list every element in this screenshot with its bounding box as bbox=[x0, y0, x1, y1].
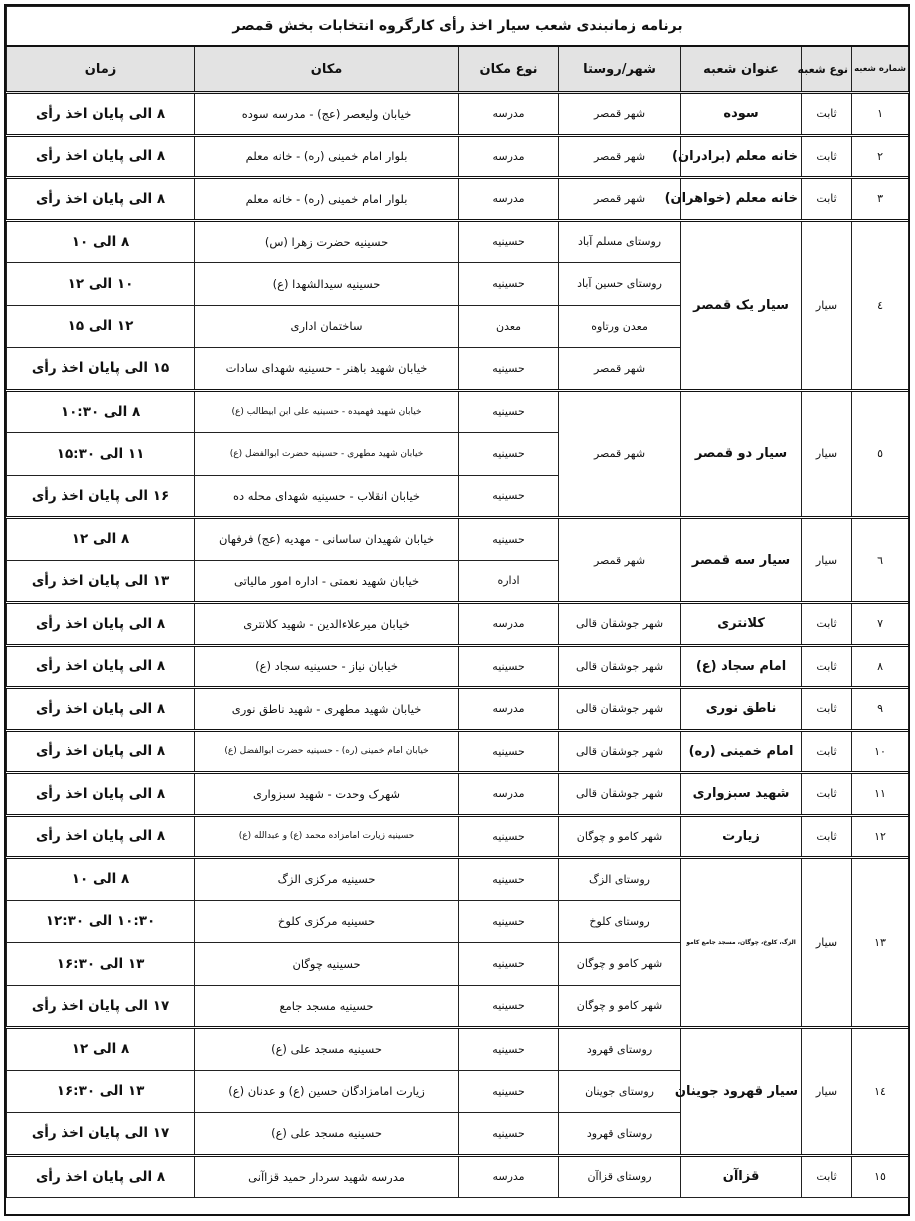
table-row bbox=[7, 220, 909, 263]
city-cell: شهر جوشقان قالی bbox=[559, 773, 681, 816]
time-cell: ۱۱ الی ۱۵:۳۰ bbox=[7, 433, 195, 476]
branch-name: خانه معلم (خواهران) bbox=[681, 178, 802, 221]
place-type-cell: حسینیه bbox=[459, 263, 559, 306]
place-type-cell: حسینیه bbox=[459, 220, 559, 263]
header-number: شماره شعبه bbox=[852, 46, 909, 93]
branch-type: ثابت bbox=[802, 773, 852, 816]
city-cell: شهر قمصر bbox=[559, 135, 681, 178]
place-cell: خیابان نیاز - حسینیه سجاد (ع) bbox=[195, 645, 459, 688]
city-cell: شهر جوشقان قالی bbox=[559, 688, 681, 731]
place-type-cell: حسینیه bbox=[459, 985, 559, 1028]
branch-name: امام سجاد (ع) bbox=[681, 645, 802, 688]
branch-type: ثابت bbox=[802, 1155, 852, 1198]
city-cell: شهر کامو و چوگان bbox=[559, 815, 681, 858]
branch-number: ۱۰ bbox=[852, 730, 909, 773]
branch-number: ۷ bbox=[852, 603, 909, 646]
branch-type: ثابت bbox=[802, 688, 852, 731]
place-type-cell: مدرسه bbox=[459, 135, 559, 178]
city-cell: روستای قزاآن bbox=[559, 1155, 681, 1198]
place-type-cell: حسینیه bbox=[459, 900, 559, 943]
branch-name: سیار سه قمصر bbox=[681, 518, 802, 603]
branch-name: زیارت bbox=[681, 815, 802, 858]
place-cell: حسینیه چوگان bbox=[195, 943, 459, 986]
city-cell: شهر کامو و چوگان bbox=[559, 985, 681, 1028]
table-row bbox=[7, 178, 909, 221]
time-cell: ۸ الی ۱۲ bbox=[7, 518, 195, 561]
place-type-cell: حسینیه bbox=[459, 433, 559, 476]
place-cell: ساختمان اداری bbox=[195, 305, 459, 348]
place-type-cell: مدرسه bbox=[459, 603, 559, 646]
time-cell: ۱۷ الی پایان اخذ رأی bbox=[7, 1113, 195, 1156]
place-cell: خیابان شهید نعمتی - اداره امور مالیاتی bbox=[195, 560, 459, 603]
place-type-cell: مدرسه bbox=[459, 773, 559, 816]
table-row bbox=[7, 688, 909, 731]
branch-type: سیار bbox=[802, 518, 852, 603]
place-type-cell: حسینیه bbox=[459, 645, 559, 688]
time-cell: ۸ الی پایان اخذ رأی bbox=[7, 645, 195, 688]
branch-number: ۱٤ bbox=[852, 1028, 909, 1156]
place-type-cell: مدرسه bbox=[459, 93, 559, 136]
branch-type: ثابت bbox=[802, 730, 852, 773]
branch-name: ناطق نوری bbox=[681, 688, 802, 731]
place-cell: بلوار امام خمینی (ره) - خانه معلم bbox=[195, 135, 459, 178]
place-cell: خیابان امام خمینی (ره) - حسینیه حضرت ابوالفضل (ع) bbox=[195, 730, 459, 773]
schedule-sheet bbox=[4, 4, 910, 1216]
branch-type: ثابت bbox=[802, 178, 852, 221]
place-type-cell: حسینیه bbox=[459, 1113, 559, 1156]
branch-number: ۱ bbox=[852, 93, 909, 136]
header-name: عنوان شعبه bbox=[681, 46, 802, 93]
time-cell: ۱۳ الی ۱۶:۳۰ bbox=[7, 943, 195, 986]
place-type-cell: مدرسه bbox=[459, 688, 559, 731]
time-cell: ۸ الی پایان اخذ رأی bbox=[7, 1155, 195, 1198]
place-type-cell: معدن bbox=[459, 305, 559, 348]
place-type-cell: حسینیه bbox=[459, 390, 559, 433]
header-time: زمان bbox=[7, 46, 195, 93]
time-cell: ۱۳ الی ۱۶:۳۰ bbox=[7, 1070, 195, 1113]
branch-number: ٦ bbox=[852, 518, 909, 603]
place-type-cell: حسینیه bbox=[459, 858, 559, 901]
city-cell: شهر جوشقان قالی bbox=[559, 730, 681, 773]
header-place: مکان bbox=[195, 46, 459, 93]
table-row bbox=[7, 390, 909, 433]
time-cell: ۱۵ الی پایان اخذ رأی bbox=[7, 348, 195, 391]
table-row bbox=[7, 773, 909, 816]
schedule-body bbox=[7, 93, 909, 1198]
branch-name: قزاآن bbox=[681, 1155, 802, 1198]
branch-number: ٤ bbox=[852, 220, 909, 390]
time-cell: ۱۰ الی ۱۲ bbox=[7, 263, 195, 306]
time-cell: ۱۰:۳۰ الی ۱۲:۳۰ bbox=[7, 900, 195, 943]
table-row bbox=[7, 135, 909, 178]
place-cell: حسینیه مسجد علی (ع) bbox=[195, 1113, 459, 1156]
city-cell: شهر قمصر bbox=[559, 518, 681, 603]
place-type-cell: حسینیه bbox=[459, 815, 559, 858]
branch-number: ۳ bbox=[852, 178, 909, 221]
table-row bbox=[7, 518, 909, 561]
city-cell: روستای قهرود bbox=[559, 1028, 681, 1071]
branch-number: ٥ bbox=[852, 390, 909, 518]
time-cell: ۸ الی پایان اخذ رأی bbox=[7, 688, 195, 731]
time-cell: ۸ الی پایان اخذ رأی bbox=[7, 773, 195, 816]
table-row bbox=[7, 603, 909, 646]
place-cell: حسینیه مسجد علی (ع) bbox=[195, 1028, 459, 1071]
time-cell: ۸ الی ۱۲ bbox=[7, 1028, 195, 1071]
table-row bbox=[7, 1028, 909, 1071]
table-row bbox=[7, 815, 909, 858]
place-type-cell: حسینیه bbox=[459, 1028, 559, 1071]
place-cell: خیابان شهید مطهری - حسینیه حضرت ابوالفضل (ع) bbox=[195, 433, 459, 476]
place-type-cell: حسینیه bbox=[459, 943, 559, 986]
schedule-table bbox=[6, 6, 909, 1198]
place-cell: زیارت امامزادگان حسین (ع) و عدنان (ع) bbox=[195, 1070, 459, 1113]
branch-type: سیار bbox=[802, 390, 852, 518]
header-city: شهر/روستا bbox=[559, 46, 681, 93]
table-row bbox=[7, 93, 909, 136]
time-cell: ۸ الی پایان اخذ رأی bbox=[7, 178, 195, 221]
place-cell: حسینیه سیدالشهدا (ع) bbox=[195, 263, 459, 306]
branch-type: ثابت bbox=[802, 603, 852, 646]
table-title: برنامه زمانبندی شعب سیار اخذ رأی کارگروه انتخابات بخش قمصر bbox=[7, 7, 909, 47]
time-cell: ۸ الی پایان اخذ رأی bbox=[7, 815, 195, 858]
city-cell: روستای مسلم آباد bbox=[559, 220, 681, 263]
branch-name: امام خمینی (ره) bbox=[681, 730, 802, 773]
city-cell: شهر قمصر bbox=[559, 390, 681, 518]
city-cell: شهر کامو و چوگان bbox=[559, 943, 681, 986]
branch-number: ۱۱ bbox=[852, 773, 909, 816]
branch-type: ثابت bbox=[802, 93, 852, 136]
time-cell: ۱۲ الی ۱۵ bbox=[7, 305, 195, 348]
time-cell: ۱۶ الی پایان اخذ رأی bbox=[7, 475, 195, 518]
time-cell: ۱۳ الی پایان اخذ رأی bbox=[7, 560, 195, 603]
city-cell: روستای جوینان bbox=[559, 1070, 681, 1113]
branch-number: ۸ bbox=[852, 645, 909, 688]
branch-number: ۱۲ bbox=[852, 815, 909, 858]
place-cell: خیابان شهید فهمیده - حسینیه علی ابن ابیطالب (ع) bbox=[195, 390, 459, 433]
place-cell: مدرسه شهید سردار حمید قزاآنی bbox=[195, 1155, 459, 1198]
city-cell: شهر جوشقان قالی bbox=[559, 603, 681, 646]
place-type-cell: مدرسه bbox=[459, 178, 559, 221]
city-cell: روستای کلوخ bbox=[559, 900, 681, 943]
branch-name: الزگ، کلوخ، چوگان، مسجد جامع کامو bbox=[681, 858, 802, 1028]
time-cell: ۸ الی ۱۰ bbox=[7, 858, 195, 901]
table-row bbox=[7, 645, 909, 688]
place-type-cell: حسینیه bbox=[459, 1070, 559, 1113]
place-cell: خیابان شهید مطهری - شهید ناطق نوری bbox=[195, 688, 459, 731]
branch-type: ثابت bbox=[802, 645, 852, 688]
table-row bbox=[7, 858, 909, 901]
branch-name: سیار دو قمصر bbox=[681, 390, 802, 518]
time-cell: ۸ الی پایان اخذ رأی bbox=[7, 730, 195, 773]
branch-type: ثابت bbox=[802, 135, 852, 178]
city-cell: روستای حسین آباد bbox=[559, 263, 681, 306]
branch-name: خانه معلم (برادران) bbox=[681, 135, 802, 178]
branch-type: ثابت bbox=[802, 815, 852, 858]
city-cell: شهر قمصر bbox=[559, 178, 681, 221]
time-cell: ۸ الی پایان اخذ رأی bbox=[7, 93, 195, 136]
city-cell: شهر قمصر bbox=[559, 93, 681, 136]
place-cell: حسینیه حضرت زهرا (س) bbox=[195, 220, 459, 263]
city-cell: شهر جوشقان قالی bbox=[559, 645, 681, 688]
header-type: نوع شعبه bbox=[802, 46, 852, 93]
branch-type: سیار bbox=[802, 220, 852, 390]
branch-number: ۹ bbox=[852, 688, 909, 731]
time-cell: ۸ الی ۱۰ bbox=[7, 220, 195, 263]
place-type-cell: حسینیه bbox=[459, 518, 559, 561]
branch-name: سیار یک قمصر bbox=[681, 220, 802, 390]
place-cell: خیابان میرعلاءالدین - شهید کلانتری bbox=[195, 603, 459, 646]
place-type-cell: اداره bbox=[459, 560, 559, 603]
city-cell: معدن ورتاوه bbox=[559, 305, 681, 348]
time-cell: ۸ الی پایان اخذ رأی bbox=[7, 135, 195, 178]
place-type-cell: حسینیه bbox=[459, 730, 559, 773]
place-cell: خیابان شهیدان ساسانی - مهدیه (عج) فرفهان bbox=[195, 518, 459, 561]
branch-name: شهید سبزواری bbox=[681, 773, 802, 816]
table-row bbox=[7, 730, 909, 773]
place-cell: حسینیه مرکزی کلوخ bbox=[195, 900, 459, 943]
place-cell: خیابان شهید باهنر - حسینیه شهدای سادات bbox=[195, 348, 459, 391]
place-cell: حسینیه مسجد جامع bbox=[195, 985, 459, 1028]
place-cell: شهرک وحدت - شهید سبزواری bbox=[195, 773, 459, 816]
time-cell: ۸ الی ۱۰:۳۰ bbox=[7, 390, 195, 433]
place-cell: بلوار امام خمینی (ره) - خانه معلم bbox=[195, 178, 459, 221]
header-place-type: نوع مکان bbox=[459, 46, 559, 93]
table-row bbox=[7, 1155, 909, 1198]
branch-name: سوده bbox=[681, 93, 802, 136]
branch-name: سیار قهرود جوینان bbox=[681, 1028, 802, 1156]
place-type-cell: مدرسه bbox=[459, 1155, 559, 1198]
branch-type: سیار bbox=[802, 858, 852, 1028]
place-type-cell: حسینیه bbox=[459, 475, 559, 518]
city-cell: روستای الزگ bbox=[559, 858, 681, 901]
time-cell: ۸ الی پایان اخذ رأی bbox=[7, 603, 195, 646]
branch-number: ۱۳ bbox=[852, 858, 909, 1028]
branch-name: کلانتری bbox=[681, 603, 802, 646]
place-cell: حسینیه زیارت امامزاده محمد (ع) و عبدالله (ع) bbox=[195, 815, 459, 858]
place-cell: خیابان انقلاب - حسینیه شهدای محله ده bbox=[195, 475, 459, 518]
place-cell: حسینیه مرکزی الزگ bbox=[195, 858, 459, 901]
place-type-cell: حسینیه bbox=[459, 348, 559, 391]
place-cell: خیابان ولیعصر (عج) - مدرسه سوده bbox=[195, 93, 459, 136]
branch-type: سیار bbox=[802, 1028, 852, 1156]
city-cell: روستای قهرود bbox=[559, 1113, 681, 1156]
branch-number: ۱٥ bbox=[852, 1155, 909, 1198]
branch-number: ۲ bbox=[852, 135, 909, 178]
city-cell: شهر قمصر bbox=[559, 348, 681, 391]
time-cell: ۱۷ الی پایان اخذ رأی bbox=[7, 985, 195, 1028]
